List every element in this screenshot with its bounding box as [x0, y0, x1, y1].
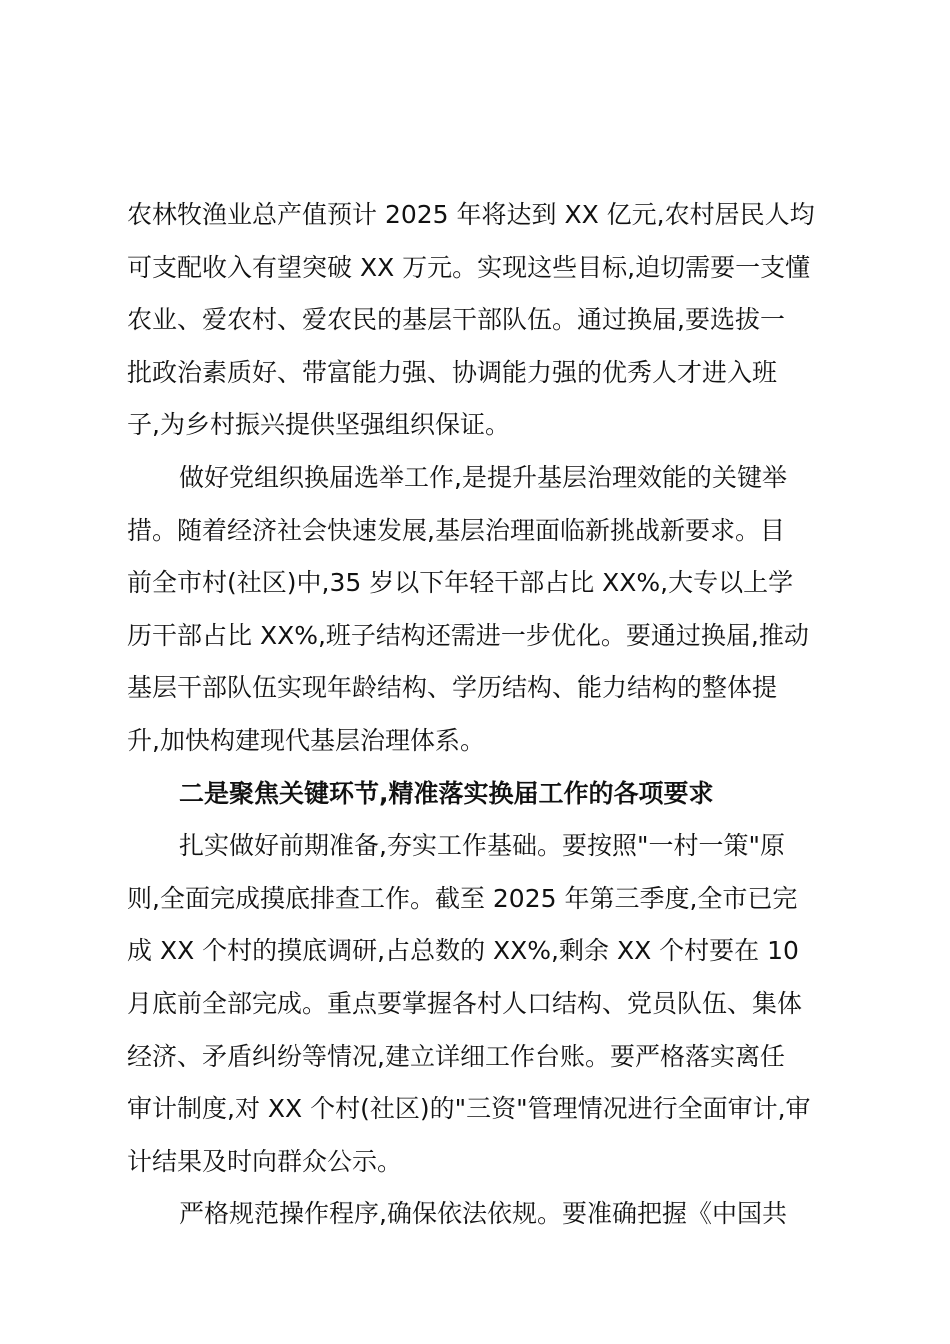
- text-line: 计结果及时向群众公示。: [127, 1146, 403, 1176]
- text-line: 升,加快构建现代基层治理体系。: [127, 725, 485, 755]
- text-line: 历干部占比 XX%,班子结构还需进一步优化。要通过换届,推动: [127, 620, 809, 650]
- text-line: 月底前全部完成。重点要掌握各村人口结构、党员队伍、集体: [127, 988, 803, 1018]
- text-line: 经济、矛盾纠纷等情况,建立详细工作台账。要严格落实离任: [127, 1041, 785, 1071]
- paragraph-first-line: 严格规范操作程序,确保依法依规。要准确把握《中国共: [179, 1199, 787, 1229]
- section-heading: 二是聚焦关键环节,精准落实换届工作的各项要求: [179, 778, 714, 808]
- text-line: 成 XX 个村的摸底调研,占总数的 XX%,剩余 XX 个村要在 10: [127, 936, 799, 966]
- text-line: 子,为乡村振兴提供坚强组织保证。: [127, 410, 510, 440]
- text-line: 农林牧渔业总产值预计 2025 年将达到 XX 亿元,农村居民人均: [127, 200, 815, 229]
- text-line: 批政治素质好、带富能力强、协调能力强的优秀人才进入班: [127, 357, 778, 387]
- text-line: 审计制度,对 XX 个村(社区)的"三资"管理情况进行全面审计,审: [127, 1094, 811, 1124]
- text-line: 可支配收入有望突破 XX 万元。实现这些目标,迫切需要一支懂: [127, 252, 811, 282]
- paragraph-first-line: 做好党组织换届选举工作,是提升基层治理效能的关键举: [179, 462, 787, 492]
- text-line: 措。随着经济社会快速发展,基层治理面临新挑战新要求。目: [127, 515, 785, 545]
- paragraph-first-line: 扎实做好前期准备,夯实工作基础。要按照"一村一策"原: [179, 831, 785, 861]
- document-body: [127, 189, 827, 1241]
- text-line: 农业、爱农村、爱农民的基层干部队伍。通过换届,要选拔一: [127, 305, 785, 335]
- text-line: 则,全面完成摸底排查工作。截至 2025 年第三季度,全市已完: [127, 883, 798, 913]
- text-line: 前全市村(社区)中,35 岁以下年轻干部占比 XX%,大专以上学: [127, 568, 794, 598]
- text-line: 基层干部队伍实现年龄结构、学历结构、能力结构的整体提: [127, 673, 778, 703]
